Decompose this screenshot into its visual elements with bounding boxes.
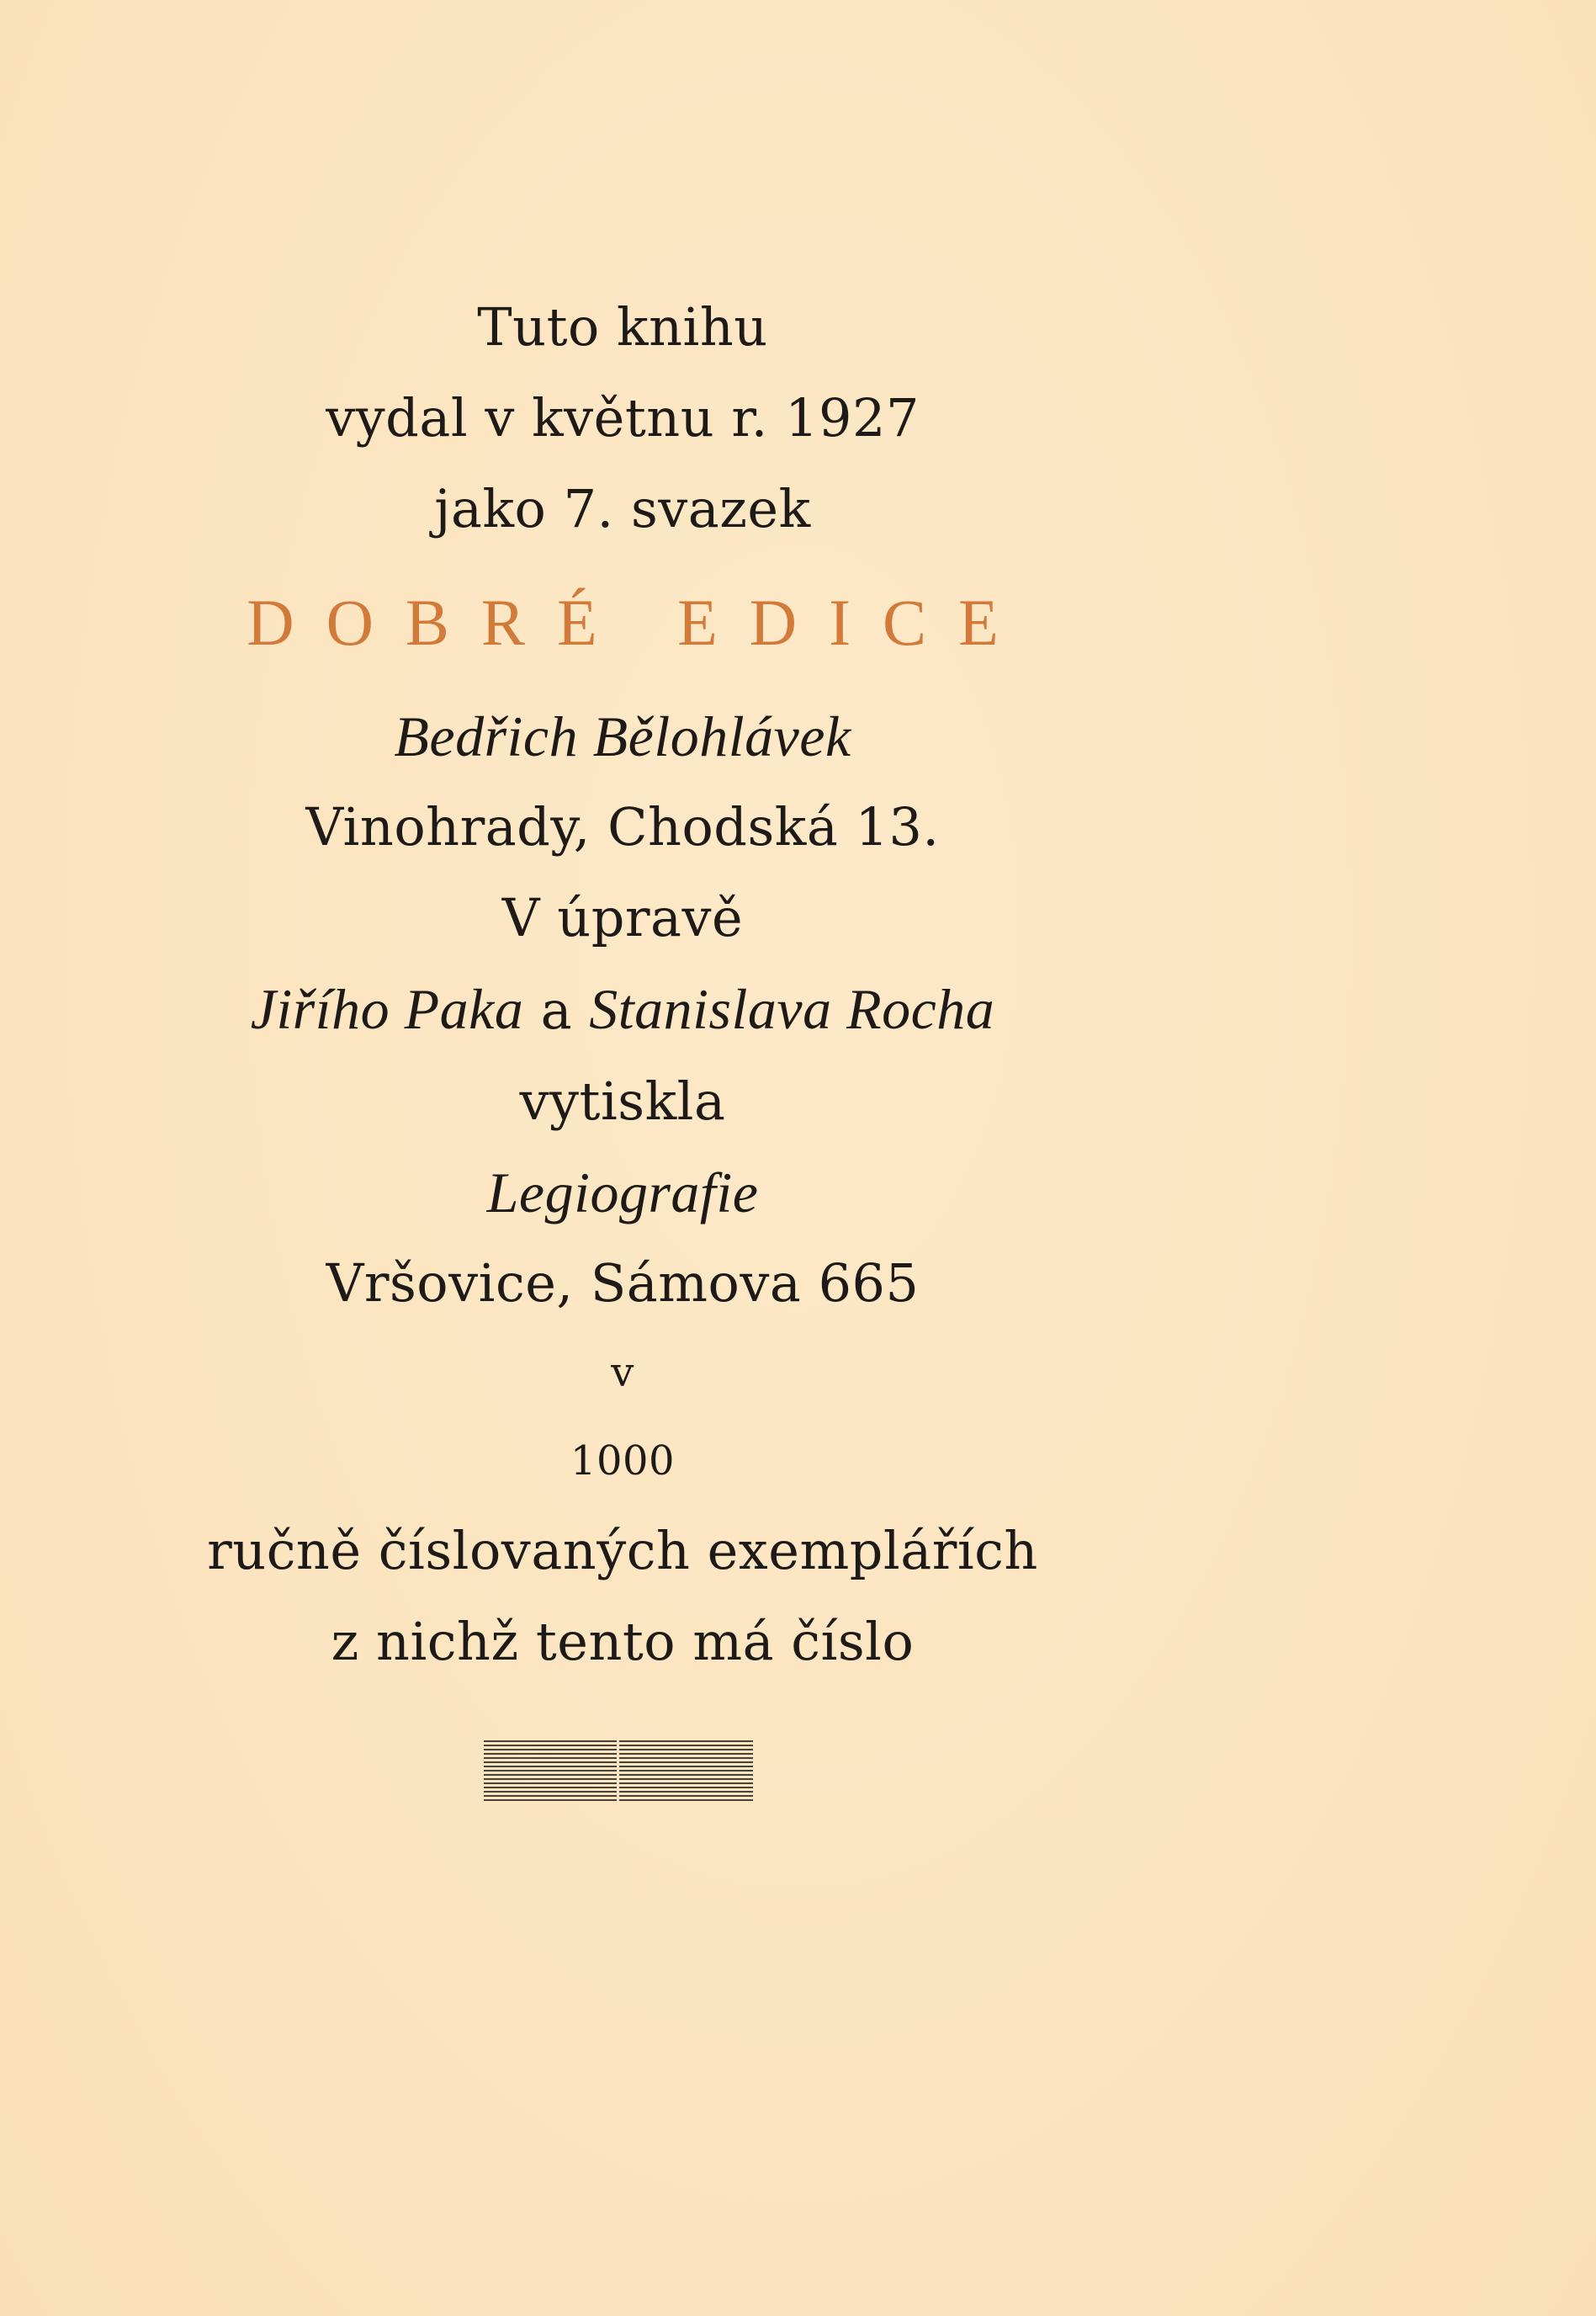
designer-joiner: a (540, 980, 573, 1041)
printed-by: vytiskla (519, 1070, 726, 1132)
designers-line (0, 964, 1245, 1056)
designer-2: Stanislava Rocha (589, 977, 995, 1041)
copies-count: 1000 (570, 1437, 676, 1485)
designer-1: Jiřího Paka (250, 977, 524, 1041)
number-line: z nichž tento má číslo (331, 1611, 915, 1672)
publisher-address: Vinohrady, Chodská 13. (305, 796, 940, 858)
colophon (0, 282, 1245, 1687)
publisher-name: Bedřich Bělohlávek (394, 704, 851, 768)
printer-name: Legiografie (486, 1161, 759, 1224)
colophon-line-3: jako 7. svazek (434, 478, 811, 539)
number-field-divider (617, 1740, 619, 1801)
design-intro: V úpravě (501, 887, 744, 948)
copy-number-field (484, 1740, 753, 1801)
colophon-line-1: Tuto knihu (477, 296, 768, 358)
colophon-line-2: vydal v květnu r. 1927 (326, 387, 920, 449)
copies-description: ručně číslovaných exemplářích (207, 1520, 1038, 1581)
in-word: v (611, 1349, 634, 1396)
printer-address: Vršovice, Sámova 665 (326, 1252, 920, 1314)
series-title: DOBRÉ EDICE (247, 586, 1031, 659)
